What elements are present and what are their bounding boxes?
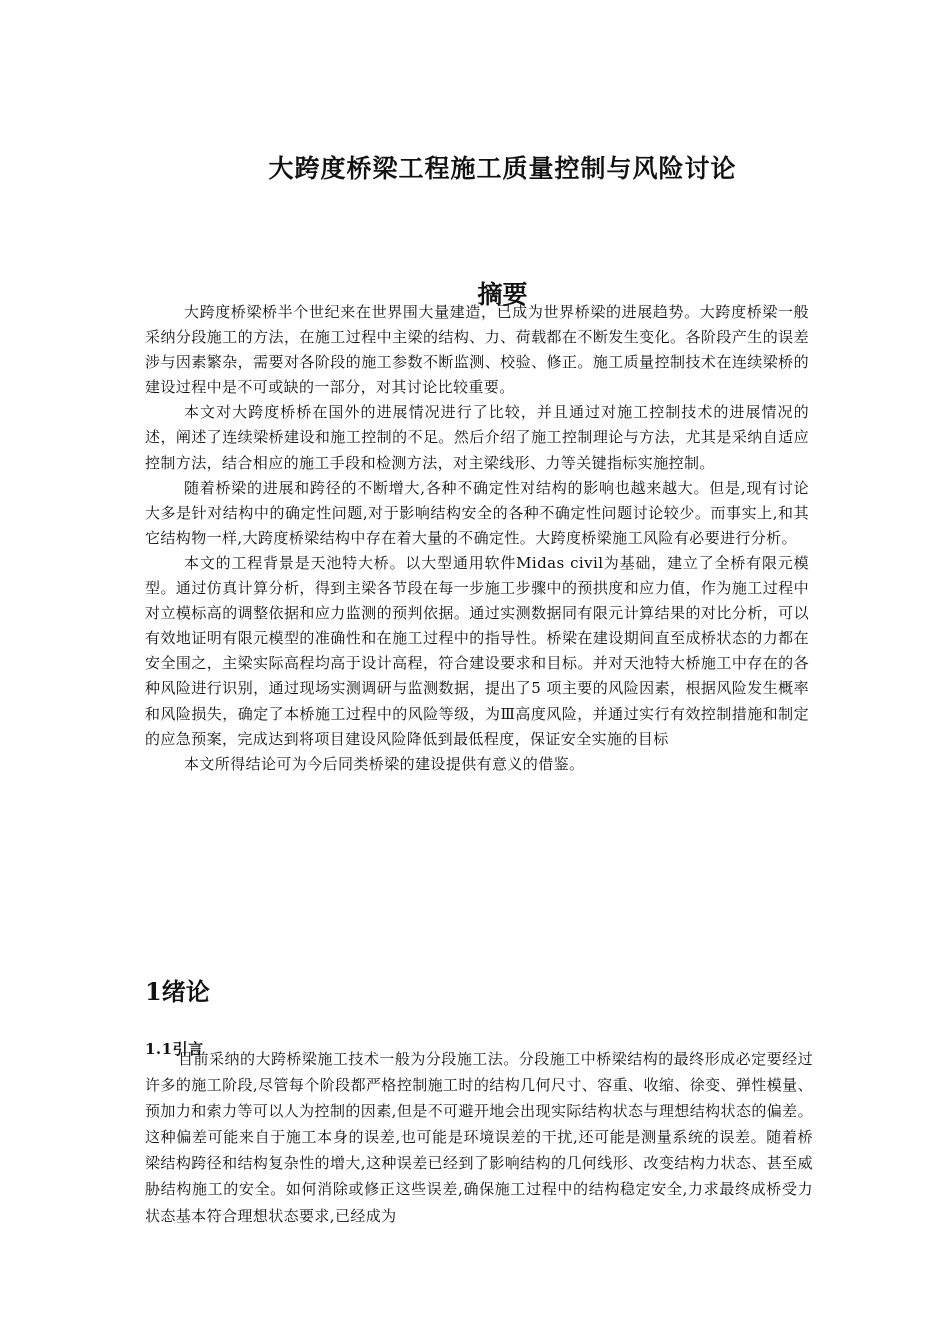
abstract-heading: 摘要 bbox=[477, 279, 528, 309]
section-1-1-heading: 1.1引言 bbox=[145, 1040, 204, 1058]
abstract-paragraph-1: 大跨度桥梁桥半个世纪来在世界围大量建造，已成为世界桥梁的进展趋势。大跨度桥梁一般采纳分段施工的方法，在施工过程中主梁的结构、力、荷载都在不断发生变化。各阶段产生的误差涉与因素繁杂，需要对各阶段的施工参数不断监测、校验、修正。施工质量控制技术在连续梁桥的建设过程中是不可或缺的一部分，对其讨论比较重要。 bbox=[145, 303, 809, 397]
document-title: 大跨度桥梁工程施工质量控制与风险讨论 bbox=[268, 153, 737, 183]
abstract-paragraph-2: 本文对大跨度桥桥在国外的进展情况进行了比较，并且通过对施工控制技术的进展情况的述，阐述了连续梁桥建设和施工控制的不足。然后介绍了施工控制理论与方法，尤其是采纳自适应控制方法，结合相应的施工手段和检测方法，对主梁线形、力等关键指标实施控制。 bbox=[145, 403, 809, 472]
abstract-paragraph-4: 本文的工程背景是天池特大桥。以大型通用软件Midas civil为基础，建立了全桥有限元模型。通过仿真计算分析，得到主梁各节段在每一步施工步骤中的预拱度和应力值，作为施工过程中对立模标高的调整依据和应力监测的预判依据。通过实测数据同有限元计算结果的对比分析，可以有效地证明有限元模型的准确性和在施工过程中的指导性。桥梁在建设期间直至成桥状态的力都在安全围之，主梁实际高程均高于设计高程，符合建设要求和目标。并对天池特大桥施工中存在的各种风险进行识别，通过现场实测调研与监测数据，提出了5 项主要的风险因素，根据风险发生概率和风险损失，确定了本桥施工过程中的风险等级，为Ⅲ高度风险，并通过实行有效控制措施和制定的应急预案，完成达到将项目建设风险降低到最低程度，保证安全实施的目标 bbox=[145, 553, 809, 748]
abstract-paragraph-5: 本文所得结论可为今后同类桥梁的建设提供有意义的借鉴。 bbox=[184, 754, 585, 773]
abstract-paragraph-3: 随着桥梁的进展和跨径的不断增大,各种不确定性对结构的影响也越来越大。但是,现有讨论大多是针对结构中的确定性问题,对于影响结构安全的各种不确定性问题讨论较少。而事实上,和其它结构物一样,大跨度桥梁结构中存在着大量的不确定性。大跨度桥梁施工风险有必要进行分析。 bbox=[145, 478, 809, 547]
abstract-body bbox=[145, 300, 809, 777]
section-1-1-body bbox=[145, 1046, 813, 1229]
chapter-1-heading: 1绪论 bbox=[145, 976, 210, 1006]
section-1-1-paragraph-1: 目前采纳的大跨桥梁施工技术一般为分段施工法。分段施工中桥梁结构的最终形成必定要经过许多的施工阶段,尽管每个阶段都严格控制施工时的结构几何尺寸、容重、收缩、徐变、弹性模量、预加力和索力等可以人为控制的因素,但是不可避开地会出现实际结构状态与理想结构状态的偏差。这种偏差可能来自于施工本身的误差,也可能是环境误差的干扰,还可能是测量系统的误差。随着桥梁结构跨径和结构复杂性的增大,这种误差已经到了影响结构的几何线形、改变结构力状态、甚至威胁结构施工的安全。如何消除或修正这些误差,确保施工过程中的结构稳定安全,力求最终成桥受力状态基本符合理想状态要求,已经成为 bbox=[145, 1050, 813, 1225]
